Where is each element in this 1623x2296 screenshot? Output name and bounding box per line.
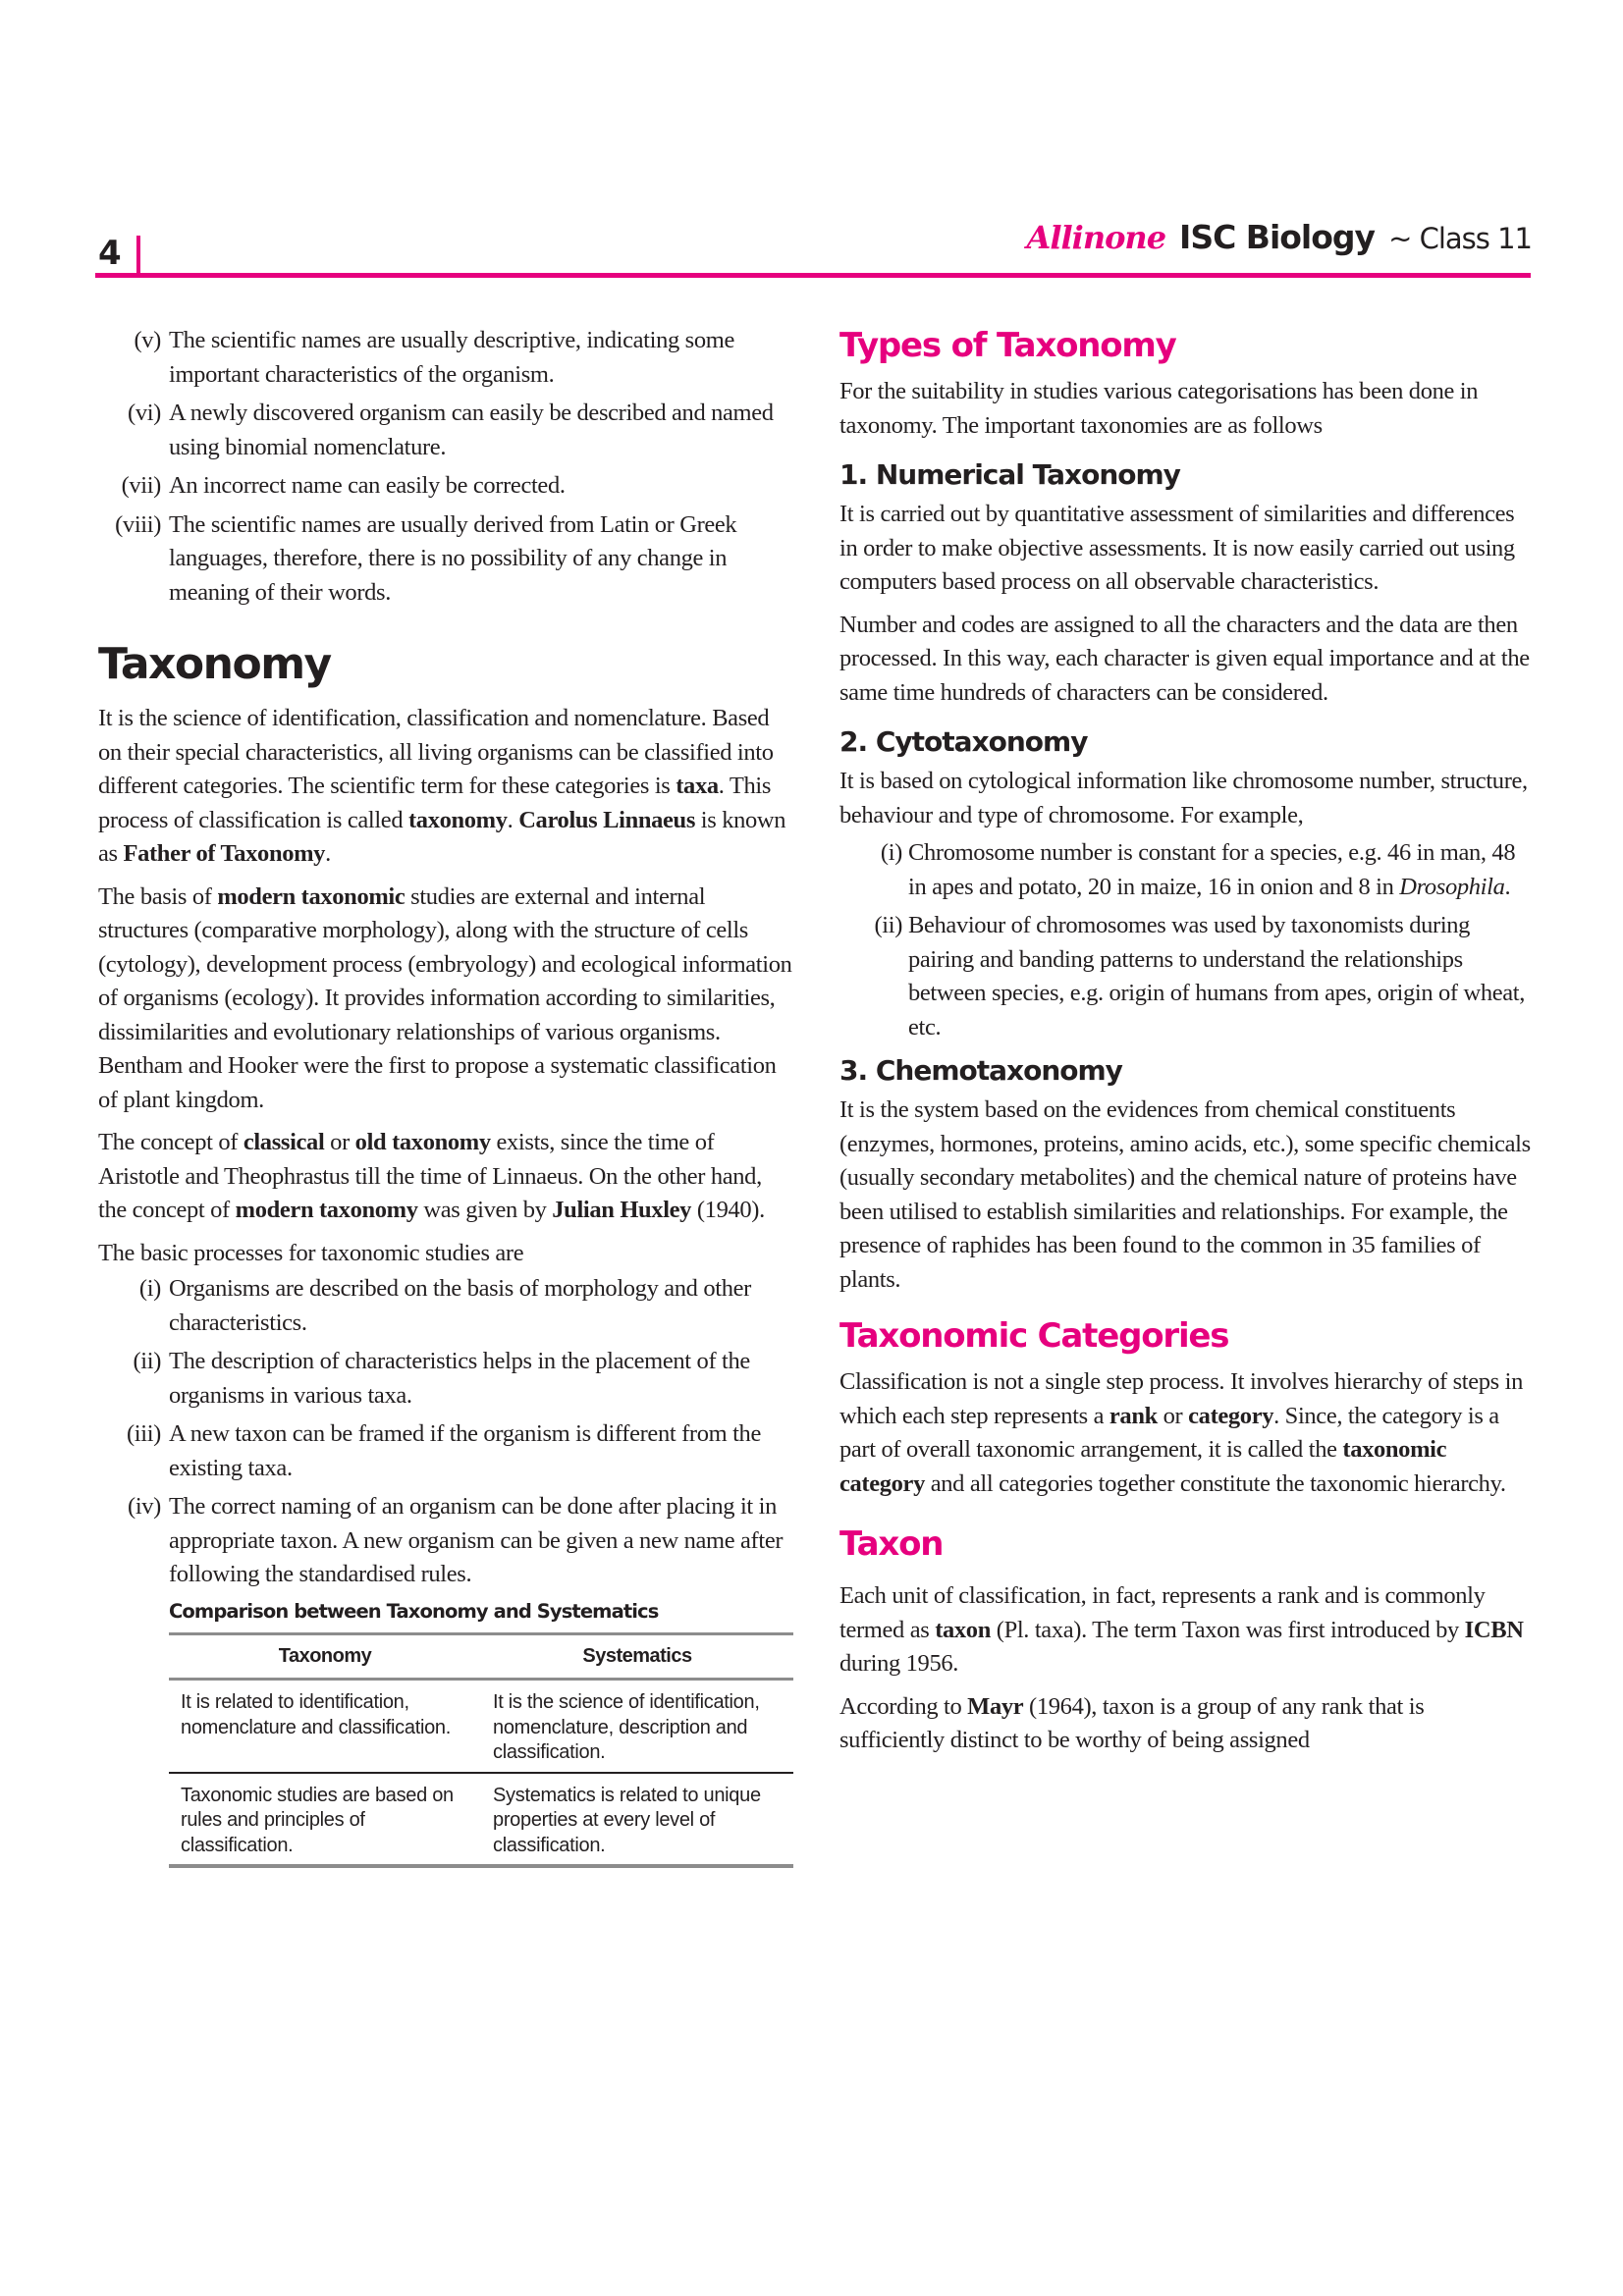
- text-run: . This process of classification is called: [98, 773, 772, 833]
- types-intro-paragraph: [839, 375, 1535, 443]
- text-run: . Since, the category is a part of overall taxonomic arrangement, it is called the: [839, 1402, 1499, 1463]
- advantages-list-continued: [98, 324, 793, 610]
- list-marker: (ii): [874, 912, 902, 938]
- list-item-text: [169, 1348, 750, 1409]
- bold-term: Carolus Linnaeus: [518, 806, 696, 833]
- text-run: The description of characteristics helps in the placement of the organisms in various taxa.: [169, 1348, 750, 1409]
- brand-logo: Allinone: [1026, 219, 1166, 256]
- left-column: [98, 324, 793, 1868]
- running-header: [1027, 218, 1532, 256]
- bold-term: modern taxonomy: [235, 1197, 418, 1223]
- text-run: Chromosome number is constant for a species, e.g. 46 in man, 48 in apes and potato, 20 in maize, 16 in onion and 8 in: [908, 839, 1516, 900]
- text-run: or: [324, 1129, 355, 1155]
- text-run: Number and codes are assigned to all the characters and the data are then processed. In this way, each character is given equal importance and at the same time hundreds of characters can be considered.: [839, 611, 1530, 706]
- bold-term: Mayr: [967, 1692, 1024, 1720]
- list-marker: (viii): [115, 510, 161, 538]
- table-header-row: [169, 1633, 793, 1680]
- bold-term: ICBN: [1464, 1616, 1524, 1643]
- text-run: .: [507, 806, 519, 833]
- taxon-paragraph-1: [839, 1579, 1535, 1682]
- text-run: (1964), taxon is a group of any rank that is sufficiently distinct to be worthy of being assigned: [839, 1692, 1425, 1753]
- list-item-text: [169, 400, 774, 460]
- text-run: The basis of: [98, 882, 218, 910]
- list-item: [839, 909, 1535, 1044]
- text-run: or: [1157, 1402, 1189, 1429]
- column-header-systematics: Systematics: [481, 1633, 793, 1680]
- basic-processes-intro: [98, 1237, 793, 1271]
- cytotaxonomy-heading: 2. Cytotaxonomy: [839, 725, 1088, 758]
- bold-term: taxon: [935, 1616, 991, 1643]
- chemotaxonomy-heading: 3. Chemotaxonomy: [839, 1054, 1122, 1087]
- list-marker: (iv): [128, 1493, 161, 1520]
- cytotaxonomy-examples-list: [839, 836, 1535, 1044]
- chemotaxonomy-paragraph: [839, 1094, 1535, 1297]
- text-run: and all categories together constitute the taxonomic hierarchy.: [924, 1469, 1506, 1497]
- bold-term: modern taxonomic: [217, 882, 406, 910]
- cytotaxonomy-intro: [839, 765, 1535, 832]
- bold-term: taxonomic category: [839, 1436, 1447, 1497]
- table-row: [169, 1680, 793, 1773]
- list-item: [839, 836, 1535, 904]
- types-of-taxonomy-heading: Types of Taxonomy: [839, 326, 1176, 365]
- table-cell: It is related to identification, nomenclature and classification.: [169, 1680, 481, 1773]
- text-run: It is the system based on the evidences from chemical constituents (enzymes, hormones, proteins, amino acids, etc.), some specific chemicals (usually secondary metabolites) and the chemical nature of proteins have been utilised to establish similarities and relationships. For example, the presence of raphides has been found to the common in 35 families of plants.: [839, 1096, 1531, 1293]
- italic-term: Drosophila: [1399, 873, 1505, 900]
- list-item-text: [908, 912, 1525, 1041]
- text-run: Behaviour of chromosomes was used by taxonomists during pairing and banding patterns to understand the relationships between species, e.g. origin of humans from apes, origin of wheat, etc.: [908, 912, 1526, 1041]
- text-run: The basic processes for taxonomic studies are: [98, 1239, 524, 1266]
- text-run: For the suitability in studies various categorisations has been done in taxonomy. The important taxonomies are as follows: [839, 378, 1479, 439]
- book-title: ISC Biology: [1179, 218, 1376, 256]
- list-item-text: [169, 472, 566, 499]
- basic-processes-list: [98, 1272, 793, 1592]
- text-run: .: [1504, 873, 1511, 900]
- page-number: 4: [98, 234, 122, 273]
- text-run: is known as: [98, 806, 786, 867]
- text-run: Each unit of classification, in fact, represents a rank and is commonly termed as: [839, 1582, 1486, 1643]
- list-marker: (iii): [127, 1420, 161, 1447]
- list-item: [98, 1345, 793, 1413]
- text-run: (Pl. taxa). The term Taxon was first introduced by: [990, 1616, 1465, 1643]
- bold-term: rank: [1109, 1402, 1158, 1429]
- list-item-text: [169, 1420, 761, 1481]
- text-run: According to: [839, 1692, 968, 1720]
- text-run: A new taxon can be framed if the organism is different from the existing taxa.: [169, 1420, 761, 1481]
- bold-term: category: [1188, 1402, 1274, 1429]
- table-cell: It is the science of identification, nomenclature, description and classification.: [481, 1680, 793, 1773]
- text-run: The scientific names are usually derived from Latin or Greek languages, therefore, there is no possibility of any change in meaning of their words.: [169, 510, 737, 606]
- book-class: ~ Class 11: [1388, 222, 1532, 255]
- numerical-paragraph-2: [839, 609, 1535, 711]
- modern-taxonomy-paragraph: [98, 881, 793, 1118]
- comparison-table-caption: Comparison between Taxonomy and Systematics: [169, 1599, 659, 1623]
- taxonomy-definition-paragraph: [98, 702, 793, 872]
- text-run: It is based on cytological information like chromosome number, structure, behaviour and type of chromosome. For example,: [839, 768, 1528, 828]
- text-run: It is carried out by quantitative assessment of similarities and differences in order to make objective assessments. It is now easily carried out using computers based process on all observable characteristics.: [839, 501, 1515, 595]
- bold-term: Julian Huxley: [552, 1197, 692, 1223]
- list-item: [98, 1490, 793, 1592]
- column-header-taxonomy: Taxonomy: [169, 1633, 481, 1680]
- list-item-text: [169, 511, 736, 606]
- taxonomy-heading: Taxonomy: [98, 639, 331, 689]
- bold-term: taxonomy: [408, 806, 508, 833]
- list-marker: (i): [138, 1275, 161, 1302]
- text-run: The correct naming of an organism can be done after placing it in appropriate taxon. A new organism can be given a new name after following the standardised rules.: [169, 1493, 784, 1587]
- list-marker: (vi): [128, 400, 161, 426]
- bold-term: old taxonomy: [354, 1129, 491, 1155]
- taxonomic-categories-heading: Taxonomic Categories: [839, 1316, 1229, 1356]
- list-item-text: [169, 1493, 783, 1587]
- list-marker: (v): [134, 327, 161, 353]
- text-run: The concept of: [98, 1129, 243, 1155]
- classical-taxonomy-paragraph: [98, 1126, 793, 1228]
- text-run: exists, since the time of Aristotle and Theophrastus till the time of Linnaeus. On the other hand, the concept of: [98, 1129, 762, 1223]
- taxonomic-categories-paragraph: [839, 1365, 1535, 1501]
- text-run: Organisms are described on the basis of morphology and other characteristics.: [169, 1275, 751, 1336]
- bold-term: Father of Taxonomy: [123, 840, 326, 867]
- numerical-paragraph-1: [839, 498, 1535, 600]
- numerical-taxonomy-heading: 1. Numerical Taxonomy: [839, 458, 1180, 491]
- list-item: [98, 508, 793, 611]
- right-column: [839, 324, 1535, 1767]
- list-item-text: [908, 839, 1515, 900]
- text-run: studies are external and internal structures (comparative morphology), along with the structure of cells (cytology), development process (embryology) and ecological information of organisms (ecology). It provides information according to similarities, dissimilarities and evolutionary relationships of various organisms. Bentham and Hooker were the first to propose a systematic classification of plant kingdom.: [98, 882, 792, 1113]
- table-cell: Taxonomic studies are based on rules and principles of classification.: [169, 1773, 481, 1867]
- text-run: was given by: [417, 1197, 553, 1223]
- text-run: during 1956.: [839, 1650, 959, 1677]
- list-item-text: [169, 1275, 751, 1336]
- bold-term: classical: [243, 1129, 325, 1155]
- page-number-divider: [136, 236, 140, 277]
- text-run: A newly discovered organism can easily be described and named using binomial nomenclature.: [169, 400, 774, 460]
- comparison-table: [169, 1632, 793, 1869]
- text-run: An incorrect name can easily be corrected.: [169, 472, 566, 499]
- list-item: [98, 1272, 793, 1340]
- text-run: It is the science of identification, classification and nomenclature. Based on their special characteristics, all living organisms can be classified into different categories. The scientific term for these categories is: [98, 705, 774, 799]
- list-marker: (i): [880, 839, 902, 866]
- list-item: [98, 397, 793, 464]
- text-run: Classification is not a single step process. It involves hierarchy of steps in which each step represents a: [839, 1368, 1523, 1429]
- text-run: The scientific names are usually descriptive, indicating some important characteristics of the organism.: [169, 327, 734, 388]
- list-item-text: [169, 327, 734, 388]
- list-item: [98, 469, 793, 504]
- list-marker: (vii): [121, 472, 161, 499]
- list-item: [98, 1417, 793, 1485]
- table-cell: Systematics is related to unique properties at every level of classification.: [481, 1773, 793, 1867]
- bold-term: taxa: [676, 773, 719, 799]
- list-marker: (ii): [133, 1348, 161, 1374]
- text-run: .: [325, 840, 331, 867]
- taxon-heading: Taxon: [839, 1524, 944, 1564]
- table-row: [169, 1773, 793, 1867]
- list-item: [98, 324, 793, 392]
- text-run: (1940).: [691, 1197, 765, 1223]
- header-rule: [95, 273, 1531, 278]
- taxon-paragraph-2: [839, 1690, 1535, 1758]
